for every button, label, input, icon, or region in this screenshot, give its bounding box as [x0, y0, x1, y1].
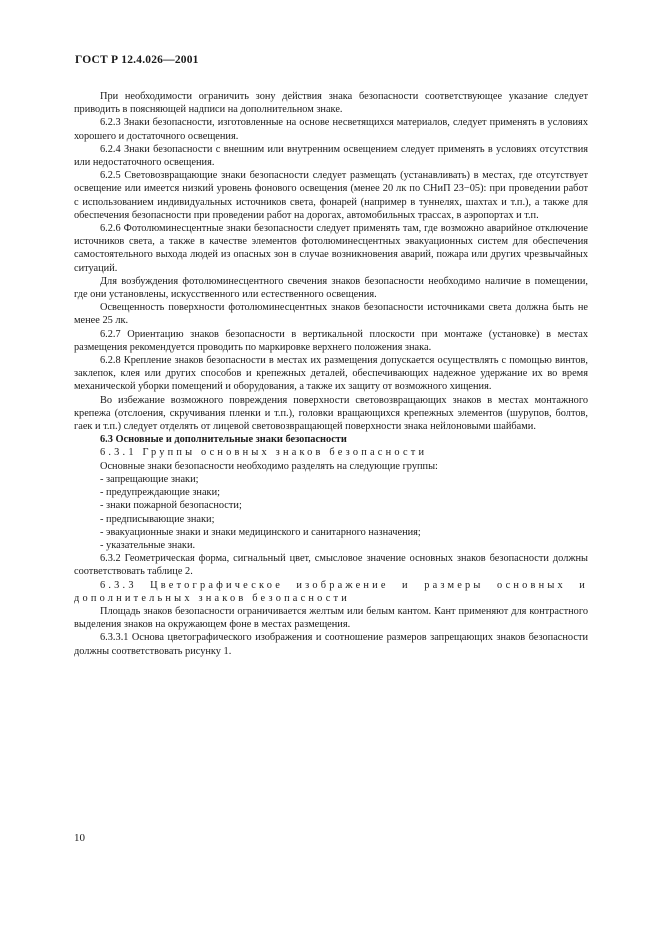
paragraph: 6.2.4 Знаки безопасности с внешним или внутренним освещением следует применять в условиях отсутствия или недостаточного освещения.: [74, 143, 588, 169]
list-item: - предписывающие знаки;: [100, 513, 215, 525]
list-item: - указательные знаки.: [100, 539, 196, 551]
subsection-heading: 6.3.3 Цветографическое изображение и размеры основных и дополнительных знаков безопасности: [74, 579, 588, 604]
paragraph: 6.3.3.1 Основа цветографического изображения и соотношение размеров запрещающих знаков безопасности должны соответствовать рисунку 1.: [74, 632, 588, 657]
document-body: [74, 90, 588, 658]
page-number: 10: [74, 832, 85, 844]
paragraph: 6.2.8 Крепление знаков безопасности в местах их размещения допускается осуществлять с помощью винтов, заклепок, клея или других способов и крепежных деталей, обеспечивающих надежное удержание их во время механической уборки помещений и оборудования, а также их защиту от возможного хищения.: [74, 355, 588, 393]
paragraph: 6.2.7 Ориентацию знаков безопасности в вертикальной плоскости при монтаже (установке) в местах размещения рекомендуется проводить по маркировке верхнего положения знака.: [74, 328, 588, 353]
list-item: - знаки пожарной безопасности;: [100, 500, 242, 512]
paragraph: Для возбуждения фотолюминесцентного свечения знаков безопасности необходимо наличие в помещении, где они установлены, искусственного или естественного освещения.: [74, 275, 588, 301]
paragraph: Освещенность поверхности фотолюминесцентных знаков безопасности источниками света должна быть не менее 25 лк.: [74, 302, 588, 327]
subsection-heading: 6.3.1 Группы основных знаков безопасности: [100, 447, 428, 459]
paragraph: 6.3.2 Геометрическая форма, сигнальный цвет, смысловое значение основных знаков безопасности должны соответствовать таблице 2.: [74, 553, 588, 578]
paragraph: Основные знаки безопасности необходимо разделять на следующие группы:: [100, 460, 438, 472]
section-heading: 6.3 Основные и дополнительные знаки безопасности: [100, 434, 347, 446]
paragraph: Во избежание возможного повреждения поверхности световозвращающих знаков в местах монтажного крепежа (отслоения, скручивания пленки и т.п.), головки вращающихся крепежных элементов (шурупов, болтов, гаек и т.п.) следует отделять от лицевой световозвращающей поверхности знака нейлоновыми шайбами.: [74, 394, 588, 433]
paragraph: Площадь знаков безопасности ограничивается желтым или белым кантом. Кант применяют для контрастного выделения знаков на окружающем фоне в местах размещения.: [74, 605, 588, 631]
paragraph: 6.2.5 Световозвращающие знаки безопасности следует размещать (устанавливать) в местах, где отсутствует освещение или имеется низкий уровень фонового освещения (менее 20 лк по СНиП 23−05): при проведении работ с использованием индивидуальных источников света, фонарей (например в туннелях, шахтах и т.п.), а также для обеспечения безопасности при проведении работ на дорогах, автомобильных трассах, в аэропортах и т.п.: [74, 170, 588, 221]
paragraph: 6.2.6 Фотолюминесцентные знаки безопасности следует применять там, где возможно аварийное отключение источников света, а также в качестве элементов фотолюминесцентных эвакуационных систем для обеспечения самостоятельного выхода людей из опасных зон в случае возникновения аварий, пожара или других чрезвычайных ситуаций.: [74, 223, 588, 274]
list-item: - предупреждающие знаки;: [100, 487, 220, 499]
list-item: - запрещающие знаки;: [100, 473, 199, 485]
paragraph: 6.2.3 Знаки безопасности, изготовленные на основе несветящихся материалов, следует применять в условиях хорошего и достаточного освещения.: [74, 117, 588, 142]
list-item: - эвакуационные знаки и знаки медицинского и санитарного назначения;: [100, 526, 421, 538]
document-header: ГОСТ Р 12.4.026—2001: [75, 54, 199, 66]
paragraph: При необходимости ограничить зону действия знака безопасности соответствующее указание следует приводить в поясняющей надписи на дополнительном знаке.: [74, 91, 588, 116]
